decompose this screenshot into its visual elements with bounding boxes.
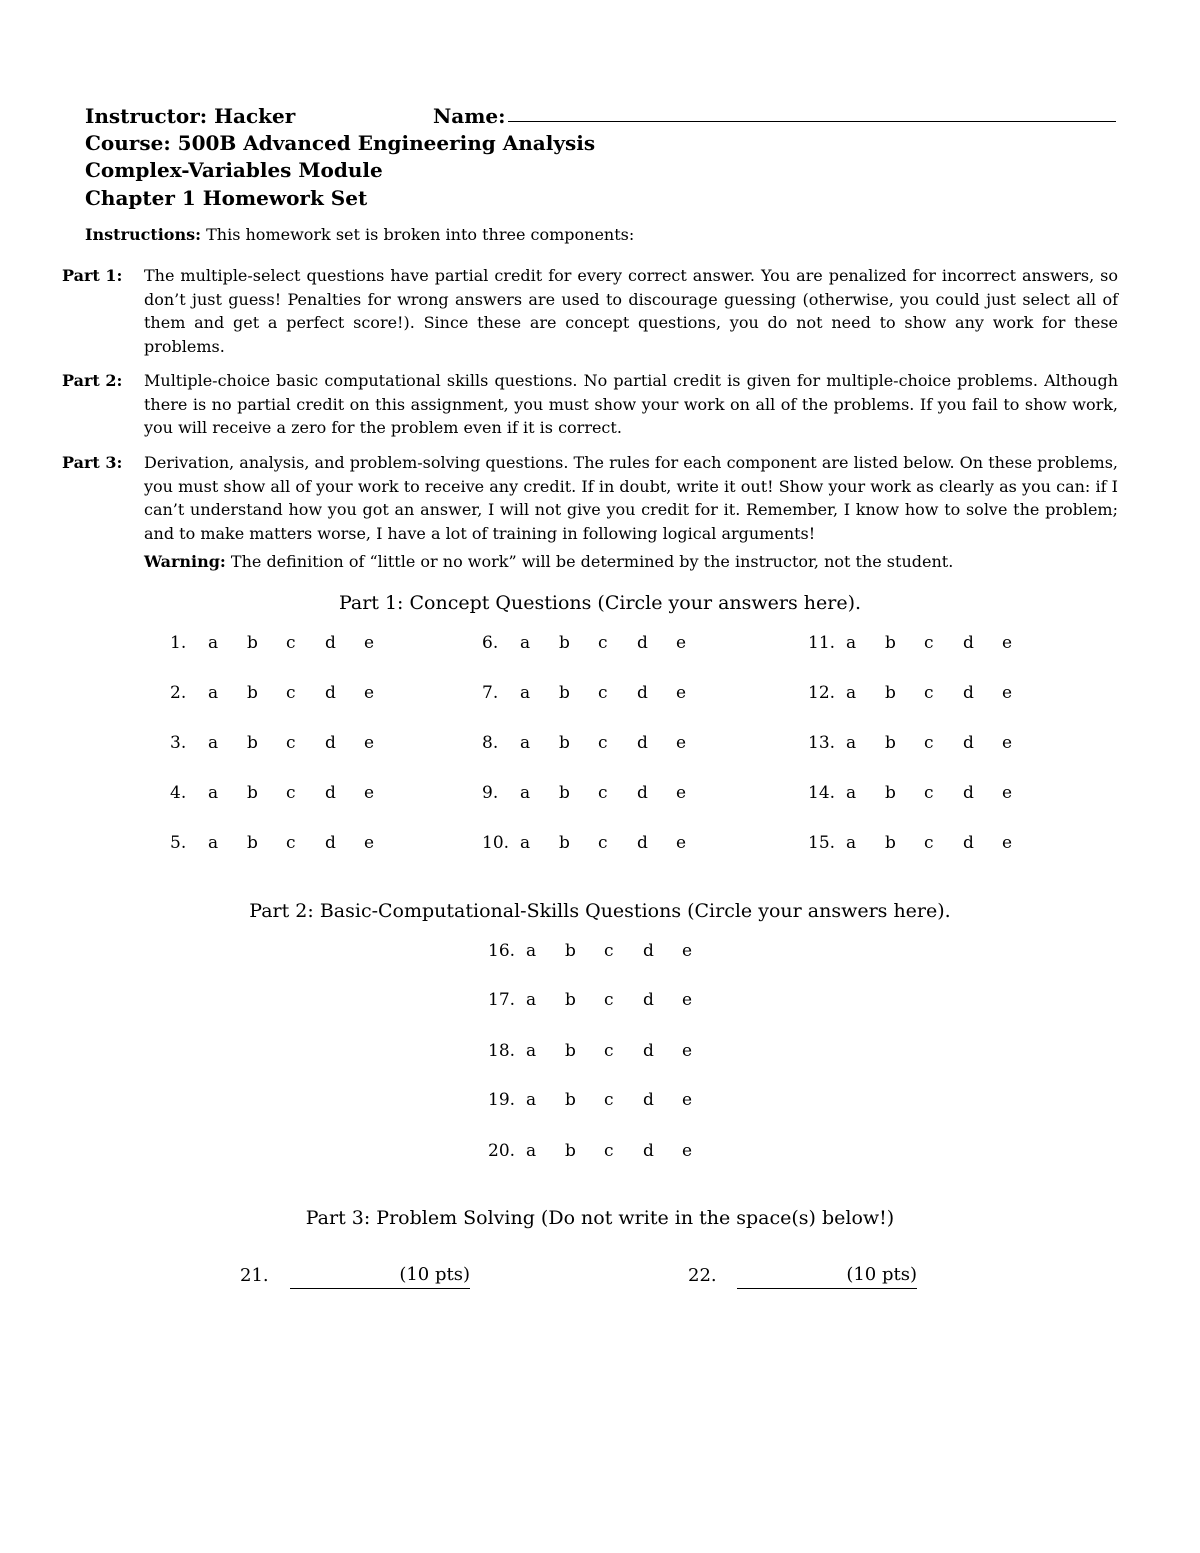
answer-option[interactable]: c (286, 783, 296, 803)
question-row (488, 1041, 721, 1061)
answer-option[interactable]: c (604, 1090, 614, 1110)
question-row (170, 733, 403, 753)
question-row (482, 783, 715, 803)
part2-rules-label: Part 2: (62, 371, 123, 390)
answer-option[interactable]: a (208, 683, 219, 703)
answer-option[interactable]: c (598, 683, 608, 703)
answer-option[interactable]: d (963, 633, 974, 653)
answer-option[interactable]: d (963, 683, 974, 703)
answer-option[interactable]: d (643, 1090, 654, 1110)
answer-option[interactable]: b (559, 833, 570, 853)
problem-22-points: (10 pts) (846, 1264, 917, 1285)
answer-option[interactable]: b (559, 783, 570, 803)
answer-option[interactable]: a (526, 1141, 537, 1161)
question-number: 2. (170, 683, 187, 703)
answer-option[interactable]: b (559, 683, 570, 703)
answer-option[interactable]: b (885, 733, 896, 753)
name-label: Name: (433, 104, 506, 128)
answer-option[interactable]: d (637, 633, 648, 653)
question-number: 8. (482, 733, 499, 753)
answer-option[interactable]: a (208, 833, 219, 853)
answer-option[interactable]: e (364, 733, 375, 753)
answer-option[interactable]: c (924, 633, 934, 653)
answer-option[interactable]: b (885, 783, 896, 803)
question-number: 6. (482, 633, 499, 653)
part3-rules-text: Derivation, analysis, and problem-solving questions. The rules for each component are listed below. On these problems, you must show all of your work to receive any credit. If in doubt, write it out! Show your work as clearly as you can: if I can’t understand how you got an answer, I will not give you credit for it. Remember, I know how to solve the problem; and to make matters worse, I have a lot of training in following logical arguments! (144, 453, 1118, 543)
part2-rules-text: Multiple-choice basic computational skills questions. No partial credit is given for multiple-choice problems. Although there is no partial credit on this assignment, you must show your work on all of the problems. If you fail to show work, you will receive a zero for the problem even if it is correct. (144, 371, 1118, 437)
warning (144, 552, 953, 571)
question-number: 17. (488, 990, 516, 1010)
answer-option[interactable]: e (364, 683, 375, 703)
question-number: 3. (170, 733, 187, 753)
answer-option[interactable]: c (598, 833, 608, 853)
question-row (808, 633, 1041, 653)
answer-option[interactable]: a (526, 990, 537, 1010)
question-row (482, 633, 715, 653)
answer-option[interactable]: c (286, 633, 296, 653)
answer-option[interactable]: a (520, 683, 531, 703)
question-number: 12. (808, 683, 836, 703)
answer-option[interactable]: c (598, 733, 608, 753)
part1-rules (62, 264, 1118, 358)
answer-option[interactable]: a (520, 733, 531, 753)
part2-rules (62, 369, 1118, 440)
answer-option[interactable]: b (247, 683, 258, 703)
answer-option[interactable]: e (676, 733, 687, 753)
question-row (488, 990, 721, 1010)
answer-option[interactable]: e (682, 1141, 693, 1161)
answer-option[interactable]: a (520, 783, 531, 803)
question-number: 14. (808, 783, 836, 803)
answer-option[interactable]: c (286, 683, 296, 703)
warning-text: The definition of “little or no work” will be determined by the instructor, not the student. (230, 552, 954, 571)
answer-option[interactable]: d (963, 783, 974, 803)
answer-option[interactable]: a (846, 833, 857, 853)
question-number: 1. (170, 633, 187, 653)
answer-option[interactable]: d (325, 683, 336, 703)
answer-option[interactable]: c (924, 833, 934, 853)
answer-option[interactable]: b (247, 633, 258, 653)
answer-option[interactable]: a (208, 783, 219, 803)
question-number: 5. (170, 833, 187, 853)
question-number: 7. (482, 683, 499, 703)
answer-option[interactable]: e (364, 833, 375, 853)
answer-option[interactable]: d (325, 783, 336, 803)
answer-option[interactable]: e (1002, 633, 1013, 653)
answer-option[interactable]: c (286, 733, 296, 753)
answer-option[interactable]: c (604, 1141, 614, 1161)
answer-option[interactable]: c (604, 990, 614, 1010)
answer-option[interactable]: d (325, 633, 336, 653)
answer-option[interactable]: c (286, 833, 296, 853)
answer-option[interactable]: c (604, 941, 614, 961)
question-row (488, 941, 721, 961)
course-line: Course: 500B Advanced Engineering Analysis (85, 131, 596, 155)
answer-option[interactable]: d (643, 1141, 654, 1161)
question-number: 11. (808, 633, 836, 653)
answer-option[interactable]: a (208, 733, 219, 753)
answer-option[interactable]: e (364, 783, 375, 803)
answer-option[interactable]: b (565, 941, 576, 961)
question-row (482, 733, 715, 753)
question-number: 9. (482, 783, 499, 803)
question-number: 18. (488, 1041, 516, 1061)
question-row (808, 783, 1041, 803)
answer-option[interactable]: c (924, 683, 934, 703)
question-row (170, 783, 403, 803)
answer-option[interactable]: b (559, 733, 570, 753)
answer-option[interactable]: c (924, 733, 934, 753)
answer-option[interactable]: b (559, 633, 570, 653)
answer-option[interactable]: e (682, 990, 693, 1010)
question-number: 20. (488, 1141, 516, 1161)
instructions-label: Instructions: (85, 225, 202, 244)
question-row (488, 1141, 721, 1161)
answer-option[interactable]: e (1002, 783, 1013, 803)
question-number: 15. (808, 833, 836, 853)
answer-option[interactable]: e (1002, 733, 1013, 753)
question-row (808, 683, 1041, 703)
answer-option[interactable]: b (885, 833, 896, 853)
answer-option[interactable]: a (846, 683, 857, 703)
answer-option[interactable]: d (643, 1041, 654, 1061)
answer-option[interactable]: e (1002, 683, 1013, 703)
answer-option[interactable]: a (208, 633, 219, 653)
part1-section-title: Part 1: Concept Questions (Circle your answers here). (338, 592, 862, 614)
answer-option[interactable]: c (924, 783, 934, 803)
question-row (808, 833, 1041, 853)
module-line: Complex-Variables Module (85, 158, 383, 182)
instructions (85, 225, 634, 244)
answer-option[interactable]: b (565, 1090, 576, 1110)
answer-option[interactable]: e (682, 941, 693, 961)
problem-22-score-blank (737, 1264, 917, 1289)
answer-option[interactable]: d (325, 833, 336, 853)
instructor-line: Instructor: Hacker (85, 104, 296, 128)
question-row (170, 833, 403, 853)
answer-option[interactable]: c (598, 783, 608, 803)
question-row (170, 683, 403, 703)
question-number: 4. (170, 783, 187, 803)
answer-option[interactable]: b (565, 1041, 576, 1061)
answer-option[interactable]: a (846, 783, 857, 803)
part3-rules (62, 451, 1118, 545)
answer-option[interactable]: d (963, 833, 974, 853)
part3-section-title: Part 3: Problem Solving (Do not write in the space(s) below!) (305, 1207, 895, 1229)
answer-option[interactable]: b (885, 633, 896, 653)
answer-option[interactable]: e (1002, 833, 1013, 853)
answer-option[interactable]: e (676, 783, 687, 803)
answer-option[interactable]: b (885, 683, 896, 703)
question-number: 13. (808, 733, 836, 753)
answer-option[interactable]: d (643, 990, 654, 1010)
problem-22-number: 22. (688, 1265, 717, 1286)
answer-option[interactable]: d (637, 683, 648, 703)
answer-option[interactable]: b (565, 1141, 576, 1161)
question-number: 19. (488, 1090, 516, 1110)
answer-option[interactable]: b (565, 990, 576, 1010)
warning-label: Warning: (144, 552, 226, 571)
answer-option[interactable]: c (598, 633, 608, 653)
part2-section-title: Part 2: Basic-Computational-Skills Questions (Circle your answers here). (249, 900, 951, 922)
answer-option[interactable]: b (247, 833, 258, 853)
answer-option[interactable]: a (526, 941, 537, 961)
question-row (488, 1090, 721, 1110)
answer-option[interactable]: d (637, 733, 648, 753)
instructions-text: This homework set is broken into three components: (206, 225, 635, 244)
answer-option[interactable]: a (526, 1041, 537, 1061)
answer-option[interactable]: d (325, 733, 336, 753)
set-line: Chapter 1 Homework Set (85, 186, 368, 210)
answer-option[interactable]: a (526, 1090, 537, 1110)
question-number: 16. (488, 941, 516, 961)
part3-rules-label: Part 3: (62, 453, 123, 472)
question-row (170, 633, 403, 653)
answer-option[interactable]: e (676, 633, 687, 653)
name-field-line[interactable] (508, 121, 1116, 122)
answer-option[interactable]: e (364, 633, 375, 653)
problem-21-points: (10 pts) (399, 1264, 470, 1285)
part1-rules-label: Part 1: (62, 266, 123, 285)
question-number: 10. (482, 833, 510, 853)
answer-option[interactable]: a (846, 733, 857, 753)
question-row (482, 683, 715, 703)
answer-option[interactable]: d (643, 941, 654, 961)
answer-option[interactable]: d (637, 783, 648, 803)
answer-option[interactable]: d (637, 833, 648, 853)
answer-option[interactable]: d (963, 733, 974, 753)
answer-option[interactable]: b (247, 733, 258, 753)
question-row (482, 833, 715, 853)
answer-option[interactable]: a (846, 633, 857, 653)
answer-option[interactable]: c (604, 1041, 614, 1061)
question-row (808, 733, 1041, 753)
problem-21-number: 21. (240, 1265, 269, 1286)
answer-option[interactable]: a (520, 633, 531, 653)
problem-21-score-blank (290, 1264, 470, 1289)
answer-option[interactable]: e (676, 683, 687, 703)
answer-option[interactable]: e (676, 833, 687, 853)
answer-option[interactable]: e (682, 1090, 693, 1110)
answer-option[interactable]: e (682, 1041, 693, 1061)
answer-option[interactable]: b (247, 783, 258, 803)
answer-option[interactable]: a (520, 833, 531, 853)
part1-rules-text: The multiple-select questions have partial credit for every correct answer. You are penalized for incorrect answers, so don’t just guess! Penalties for wrong answers are used to discourage guessing (otherwise, you could just select all of them and get a perfect score!). Since these are concept questions, you do not need to show any work for these problems. (144, 266, 1118, 356)
